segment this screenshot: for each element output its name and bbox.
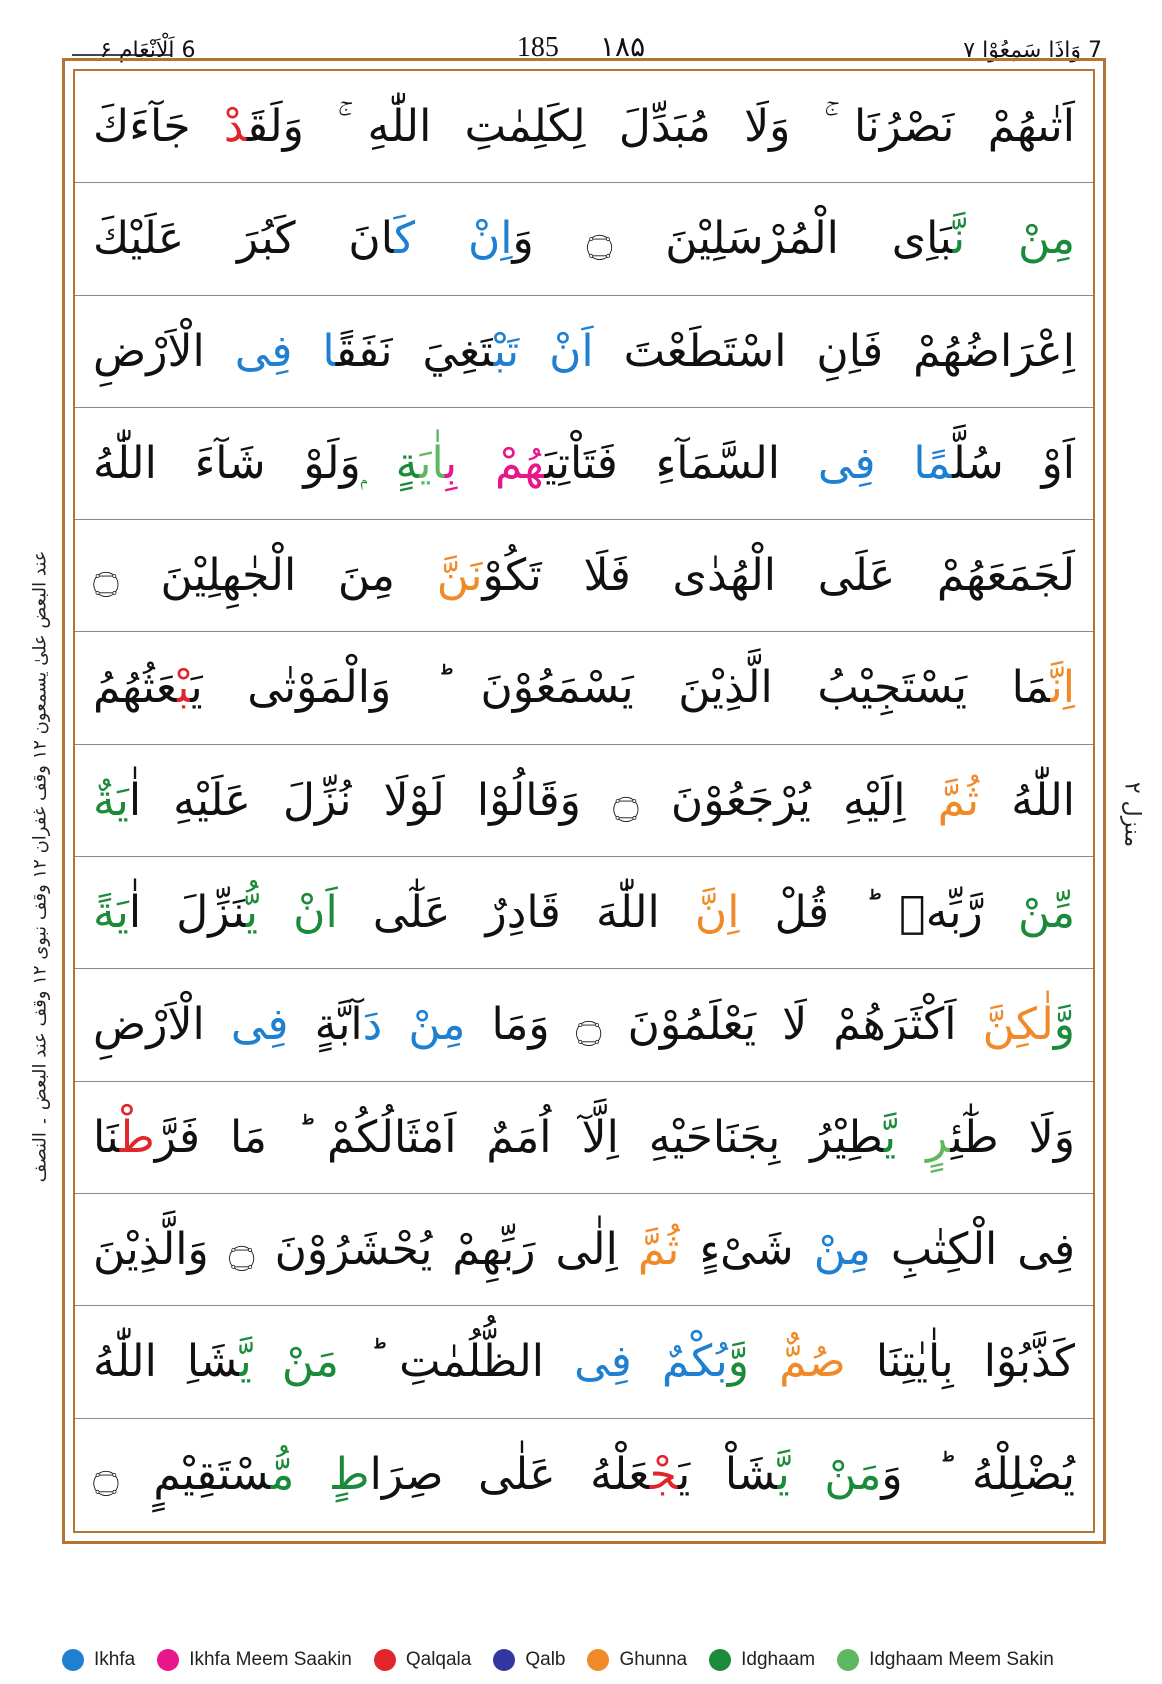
idghaam-mark: اَنْ xyxy=(293,887,338,939)
line-segment: جَآءَكَ xyxy=(93,101,224,152)
ikhfa-mark: تَبْ xyxy=(493,325,520,377)
ikhfa-mark: مًا فِى xyxy=(817,437,953,489)
ikhfa-meem-swatch xyxy=(157,1649,179,1671)
line-segment: اِلٰى رَبِّهِمْ يُحْشَرُوْنَ ۝ وَالَّذِيْنَ xyxy=(93,1223,638,1275)
idghaam-mark: يَّ xyxy=(239,1336,252,1388)
ikhfa-mark: ا فِى xyxy=(234,325,336,377)
idghaam-swatch xyxy=(709,1649,731,1671)
line-segment: اِلَيْهِ يُرْجَعُوْنَ ۝ وَقَالُوْا لَوْلَا نُزِّلَ عَلَيْهِ اٰ xyxy=(128,774,938,826)
line-segment xyxy=(258,887,293,938)
text-line xyxy=(75,745,1093,857)
text-line xyxy=(75,408,1093,520)
line-segment: لَجَمَعَهُمْ عَلَى الْهُدٰى فَلَا تَكُوْ xyxy=(482,550,1075,602)
idghaam-mark: مُّ xyxy=(270,1448,295,1500)
idghaam-mark: يَّ xyxy=(883,1111,897,1163)
text-line xyxy=(75,71,1093,183)
line-segment: نَصْرُنَا ۚ وَلَا مُبَدِّلَ لِكَلِمٰتِ اللّٰهِ ۚ وَلَقَ xyxy=(246,101,988,152)
idghaam-mark: ةٍ ۭ xyxy=(360,437,420,489)
ikhfa-mark: مِنْ xyxy=(408,999,466,1051)
legend-item-idghaam-meem xyxy=(837,1649,1054,1671)
quran-text-block xyxy=(75,71,1093,1531)
line-segment xyxy=(415,213,468,264)
line-segment: الْاَرْضِ xyxy=(93,999,231,1051)
ikhfa-mark: بُكْمٌ xyxy=(661,1336,728,1388)
ghunna-mark: ثُمَّ xyxy=(637,1223,680,1275)
line-segment xyxy=(252,1336,282,1387)
line-segment: كَذَّبُوْا بِاٰيٰتِنَا xyxy=(845,1336,1075,1388)
ikhfa-mark: كَ xyxy=(394,213,416,265)
legend-label: Ghunna xyxy=(619,1649,688,1670)
line-segment: نَا xyxy=(93,1111,120,1163)
ikhfa-mark: اِنْ xyxy=(467,213,513,265)
line-segment: يُضْلِلْهُ ؕ وَ xyxy=(881,1448,1075,1500)
text-line xyxy=(75,1419,1093,1531)
line-segment: مَا يَسْتَجِيْبُ الَّذِيْنَ يَسْمَعُوْنَ ؕ وَالْمَوْتٰى يَ xyxy=(190,662,1051,714)
legend-item-ghunna xyxy=(587,1649,687,1671)
line-segment xyxy=(749,1336,779,1387)
idghaam-meem-mark: اٰيَ xyxy=(419,437,445,489)
text-line xyxy=(75,1082,1093,1194)
idghaam-mark: وَّ xyxy=(1053,999,1076,1051)
ghunna-mark: نَنَّ xyxy=(436,550,483,602)
line-segment: شَاِ اللّٰهُ xyxy=(93,1336,240,1388)
line-segment: فِى الْكِتٰبِ xyxy=(870,1223,1076,1275)
ikhfa-mark: اَنْ xyxy=(549,325,594,377)
ikhfa-meem-mark: هُمْ بِ xyxy=(444,437,545,489)
line-segment: عَلْهُ عَلٰى صِرَا xyxy=(369,1448,650,1500)
qalqala-mark: بْ xyxy=(177,662,191,714)
legend-label: Qalb xyxy=(525,1649,566,1670)
idghaam-mark: طٍ xyxy=(328,1448,370,1500)
line-segment xyxy=(790,1449,825,1500)
ghunna-mark: ثُمَّ xyxy=(937,774,980,826)
ikhfa-mark: فِى xyxy=(230,999,289,1051)
line-segment xyxy=(294,1449,329,1500)
right-margin-note xyxy=(1112,760,1152,870)
line-segment: رَّبِّهٖ ؕ قُلْ xyxy=(739,887,1018,939)
qalqala-mark: دْ xyxy=(223,101,247,152)
qalqala-swatch xyxy=(374,1649,396,1671)
legend-label: Idghaam Meem Sakin xyxy=(869,1649,1054,1670)
text-line xyxy=(75,1194,1093,1306)
ghunna-mark: صُمٌّ xyxy=(779,1336,846,1388)
line-segment: طِيْرُ بِجَنَاحَيْهِ اِلَّآ اُمَمٌ اَمْثَالُكُمْ ؕ مَا فَرَّ xyxy=(154,1111,884,1163)
idghaam-mark: مِّنْ xyxy=(1017,887,1076,939)
waqf-note-text: عند البعض علیٰ یسمعون ۱۲ وقف غفران ۱۲ وقف نبوی ۱۲ وقف عند البعض ۔ النصف xyxy=(29,550,51,1183)
line-segment: اِعْرَاضُهُمْ فَاِنِ اسْتَطَعْتَ xyxy=(593,325,1075,377)
line-segment: الْاَرْضِ xyxy=(93,325,235,377)
line-segment xyxy=(382,999,408,1050)
line-segment: بَاِى الْمُرْسَلِيْنَ ۝ وَ xyxy=(512,213,953,265)
line-segment xyxy=(896,1112,926,1163)
ghunna-mark: لٰكِنَّ xyxy=(982,999,1054,1051)
page-number-urdu: ۱۸۵ xyxy=(599,30,646,63)
ghunna-mark: اِنَّ xyxy=(1050,662,1075,714)
text-line xyxy=(75,969,1093,1081)
legend-item-qalqala xyxy=(374,1649,472,1671)
idghaam-mark: مَنْ xyxy=(281,1336,339,1388)
line-segment: اللّٰهَ قَادِرٌ عَلٰٓى xyxy=(337,887,695,939)
tajweed-legend xyxy=(62,1645,1122,1675)
legend-label: Qalqala xyxy=(405,1649,472,1670)
line-segment: اَتٰىهُمْ xyxy=(987,101,1075,152)
juz-name: 6 اَلْاَنْعَام ۶ xyxy=(100,38,196,63)
idghaam-meem-swatch xyxy=(837,1649,859,1671)
idghaam-mark: مَنْ xyxy=(824,1448,882,1500)
manzil-label: منزل ۲ xyxy=(1119,781,1145,848)
line-segment: وَلَا طٰٓئِ xyxy=(950,1111,1075,1163)
line-segment: اَوْ سُلَّ xyxy=(952,437,1075,489)
left-margin-note xyxy=(20,550,56,1183)
line-segment: نَزِّلَ اٰ xyxy=(128,887,246,939)
text-line xyxy=(75,183,1093,295)
line-segment: شَاْ يَ xyxy=(677,1448,778,1500)
ikhfa-mark: دَ xyxy=(362,999,383,1051)
line-segment: وَلَوْ شَآءَ اللّٰهُ xyxy=(93,437,361,489)
idghaam-mark: يَةً xyxy=(93,887,129,939)
ikhfa-mark: مِنْ xyxy=(813,1223,871,1275)
line-segment: آبَّةٍ xyxy=(288,999,363,1051)
ikhfa-swatch xyxy=(62,1649,84,1671)
idghaam-meem-mark: رٍ xyxy=(926,1111,951,1163)
line-segment: انَ كَبُرَ عَلَيْكَ xyxy=(93,213,395,265)
idghaam-mark: نَّ xyxy=(952,213,966,265)
line-segment: السَّمَآءِ فَتَاْتِيَ xyxy=(544,437,818,489)
text-line xyxy=(75,296,1093,408)
line-segment: اللّٰهُ xyxy=(979,774,1075,826)
qalqala-mark: طْ xyxy=(119,1111,155,1163)
ghunna-swatch xyxy=(587,1649,609,1671)
ghunna-mark: اِنَّ xyxy=(694,887,740,939)
line-segment xyxy=(519,326,549,377)
legend-item-ikhfa-meem xyxy=(157,1649,352,1671)
page-number: 185 xyxy=(516,32,559,63)
line-segment: سْتَقِيْمٍ ۝ xyxy=(93,1448,271,1500)
idghaam-mark: وَّ xyxy=(727,1336,749,1388)
qalb-swatch xyxy=(493,1649,515,1671)
legend-item-ikhfa xyxy=(62,1649,135,1671)
line-segment xyxy=(965,213,1018,264)
text-line xyxy=(75,1306,1093,1418)
ikhfa-mark: فِى xyxy=(574,1336,662,1388)
line-segment: تَغِيَ نَفَقً xyxy=(335,325,494,377)
text-line xyxy=(75,632,1093,744)
text-line xyxy=(75,520,1093,632)
idghaam-mark: مِنْ xyxy=(1017,213,1076,265)
idghaam-mark: يَّ xyxy=(777,1448,790,1500)
line-segment: عَثُهُمُ xyxy=(93,662,178,714)
idghaam-mark: يُّ xyxy=(245,887,258,939)
legend-label: Idghaam xyxy=(741,1649,816,1670)
legend-label: Ikhfa Meem Saakin xyxy=(189,1649,352,1670)
line-segment: شَىْءٍ xyxy=(679,1223,814,1275)
idghaam-mark: يَةٌ xyxy=(93,774,129,826)
text-line xyxy=(75,857,1093,969)
legend-item-qalb xyxy=(493,1649,565,1671)
surah-name: 7 وَاِذَا سَمِعُوْا ۷ xyxy=(963,38,1102,63)
qalqala-mark: جْ xyxy=(649,1448,678,1500)
legend-item-idghaam xyxy=(709,1649,815,1671)
legend-label: Ikhfa xyxy=(94,1649,136,1670)
line-segment: مِنَ الْجٰهِلِيْنَ ۝ xyxy=(93,550,437,602)
line-segment: اَكْثَرَهُمْ لَا يَعْلَمُوْنَ ۝ وَمَا xyxy=(465,999,983,1051)
line-segment: الظُّلُمٰتِ ؕ xyxy=(338,1336,575,1388)
